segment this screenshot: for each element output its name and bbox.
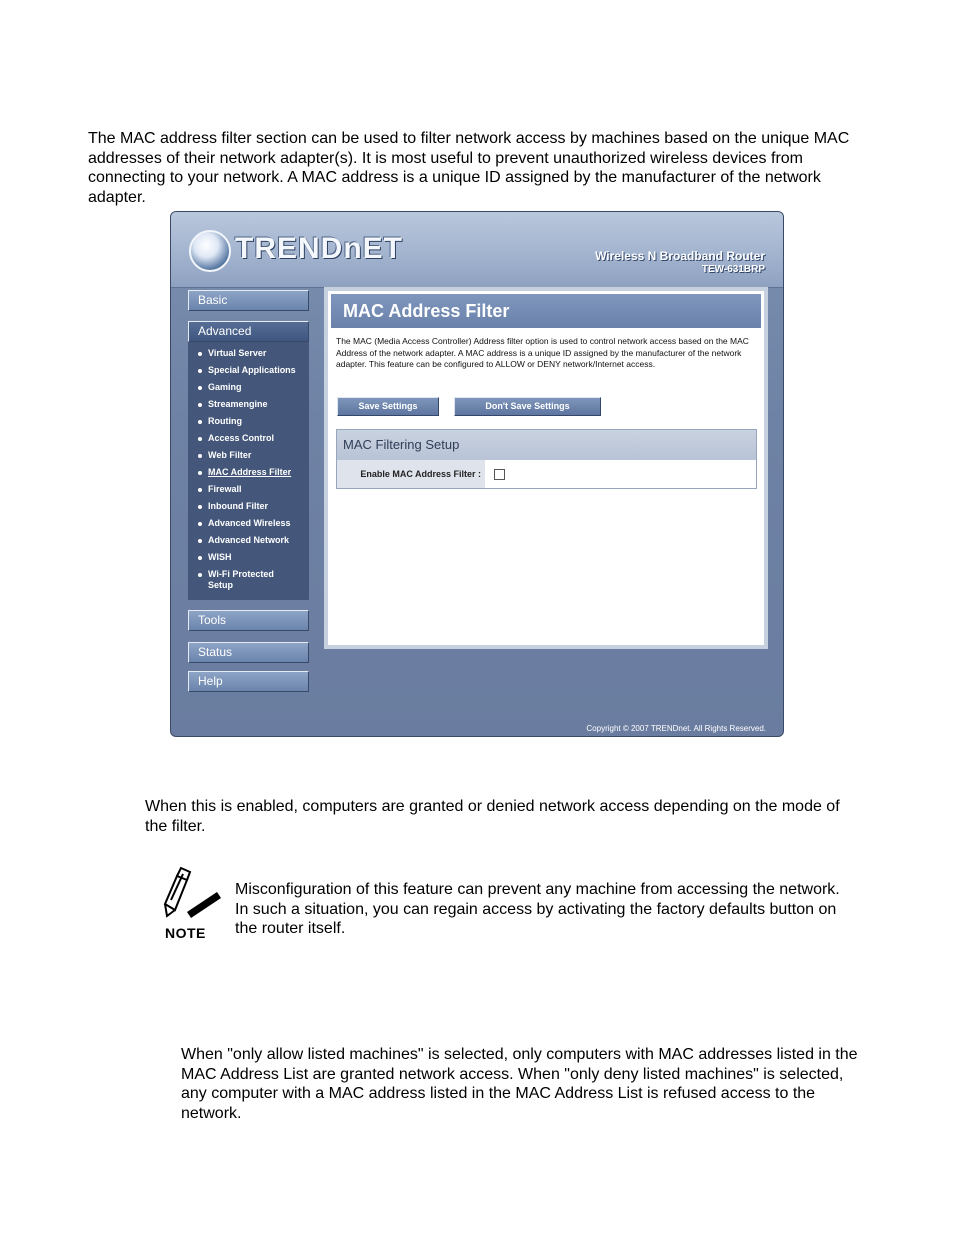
setup-row (337, 460, 756, 488)
note-label: NOTE (165, 925, 206, 941)
submenu-item-access-control[interactable]: Access Control (188, 433, 309, 444)
nav-help[interactable]: Help (188, 671, 309, 692)
mac-filtering-setup-box (336, 429, 757, 489)
nav-tools[interactable]: Tools (188, 610, 309, 631)
submenu-item-mac-address-filter[interactable]: MAC Address Filter (188, 467, 309, 478)
submenu-item-advanced-wireless[interactable]: Advanced Wireless (188, 518, 309, 529)
submenu-item-inbound-filter[interactable]: Inbound Filter (188, 501, 309, 512)
nav-basic[interactable]: Basic (188, 290, 309, 311)
dont-save-settings-button[interactable]: Don't Save Settings (454, 397, 601, 416)
submenu-item-gaming[interactable]: Gaming (188, 382, 309, 393)
submenu-item-routing[interactable]: Routing (188, 416, 309, 427)
submenu-item-advanced-network[interactable]: Advanced Network (188, 535, 309, 546)
nav-advanced[interactable]: Advanced (188, 321, 309, 342)
intro-paragraph: The MAC address filter section can be used to filter network access by machines based on the unique MAC addresses of their network adapter(s). It is most useful to prevent unauthorized wireless devices from connecting to your network. A MAC address is a unique ID assigned by the manufacturer of the network adapter. (88, 130, 850, 206)
submenu-item-virtual-server[interactable]: Virtual Server (188, 348, 309, 359)
submenu-item-wish[interactable]: WISH (188, 552, 309, 563)
content-title: MAC Address Filter (331, 294, 761, 328)
trendnet-logo-icon (189, 230, 231, 272)
brand-logo: TRENDnET (235, 232, 403, 265)
content-description: The MAC (Media Access Controller) Address filter option is used to control network access based on the MAC Address of the network adapter. A MAC address is a unique ID assigned by the manufacturer of the network adapter. This feature can be configured to ALLOW or DENY network/Internet access. (336, 336, 749, 369)
note-text: Misconfiguration of this feature can prevent any machine from accessing the network. In such a situation, you can regain access by activating the factory defaults button on the router itself. (235, 881, 840, 937)
router-screenshot (170, 211, 784, 737)
nav-status[interactable]: Status (188, 642, 309, 663)
router-banner (171, 212, 783, 288)
advanced-submenu (188, 342, 309, 600)
enabled-paragraph: When this is enabled, computers are granted or denied network access depending on the mode of the filter. (145, 798, 840, 835)
content-panel (324, 287, 768, 649)
enable-filter-label: Enable MAC Address Filter : (337, 460, 485, 488)
submenu-item-firewall[interactable]: Firewall (188, 484, 309, 495)
copyright-text: Copyright © 2007 TRENDnet. All Rights Reserved. (586, 724, 766, 733)
submenu-item-web-filter[interactable]: Web Filter (188, 450, 309, 461)
submenu-item-streamengine[interactable]: Streamengine (188, 399, 309, 410)
setup-title: MAC Filtering Setup (337, 430, 756, 460)
enable-filter-checkbox[interactable] (494, 469, 505, 480)
submenu-item-wifi-protected-setup[interactable]: Wi-Fi Protected Setup (188, 569, 288, 591)
submenu-item-special-applications[interactable]: Special Applications (188, 365, 309, 376)
filter-modes-paragraph: When "only allow listed machines" is selected, only computers with MAC addresses listed in the MAC Address List are granted network access. When "only deny listed machines" is selected, any computer with a MAC address listed in the MAC Address List is refused access to the network. (181, 1046, 858, 1122)
save-settings-button[interactable]: Save Settings (337, 397, 439, 416)
product-name: Wireless N Broadband Router (595, 249, 765, 263)
model-number: TEW-631BRP (701, 264, 765, 275)
